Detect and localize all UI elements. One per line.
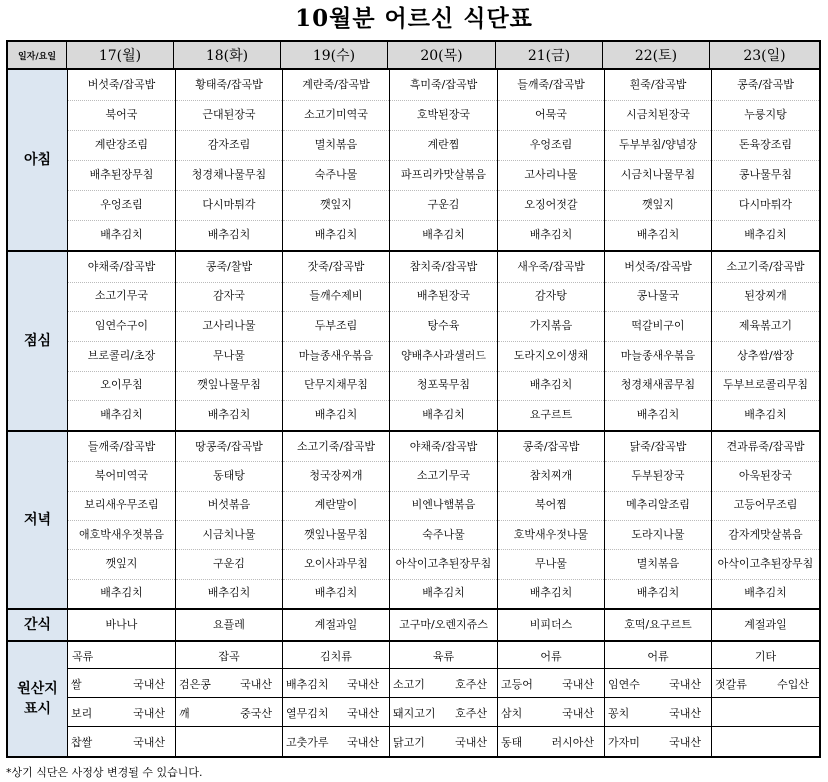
snack-day-column [68, 610, 175, 640]
origin-column [604, 642, 711, 756]
dinner-menu-item: 닭죽/잡곡밥 [629, 439, 687, 453]
page-title: 10월분 어르신 식단표 [295, 5, 533, 32]
dinner-menu-item: 들깨죽/잡곡밥 [87, 439, 156, 453]
breakfast-menu-item: 누룽지탕 [744, 108, 787, 121]
lunch-menu-item: 들깨수제비 [309, 289, 363, 303]
snack-day-column [711, 610, 819, 640]
lunch-menu-item: 깻잎나물무침 [197, 378, 261, 392]
origin-food: 소고기 [393, 678, 425, 691]
breakfast-menu-item: 소고기미역국 [304, 108, 368, 121]
lunch-menu-item: 마늘종새우볶음 [620, 348, 696, 362]
snack-menu-item: 고구마/오렌지쥬스 [399, 618, 488, 631]
dinner-menu-item: 견과류죽/잡곡밥 [726, 439, 805, 453]
origin-food: 닭고기 [393, 736, 425, 749]
lunch-menu-item: 브로콜리/초장 [87, 348, 156, 362]
origin-column [711, 642, 819, 756]
breakfast-menu-item: 멸치볶음 [314, 138, 358, 151]
lunch-menu-item: 야채죽/잡곡밥 [87, 259, 156, 273]
lunch-menu-item: 잣죽/잡곡밥 [307, 259, 365, 273]
dinner-menu-item: 멸치볶음 [636, 556, 680, 570]
dinner-menu-item: 배추김치 [529, 586, 573, 600]
breakfast-menu-item: 깻잎지 [320, 198, 352, 211]
origin-food: 깨 [179, 707, 190, 720]
row-divider [176, 726, 282, 727]
breakfast-day-column [389, 70, 497, 250]
breakfast-menu-item: 배추김치 [636, 228, 680, 241]
origin-country: 국내산 [240, 678, 272, 691]
lunch-section [6, 252, 821, 432]
lunch-menu-item: 새우죽/잡곡밥 [517, 259, 585, 273]
breakfast-day-column [282, 70, 389, 250]
snack-menu-item: 바나나 [105, 618, 138, 631]
header-row [6, 40, 821, 70]
dinner-menu-item: 구운김 [213, 556, 245, 570]
day-header: 20(목) [387, 42, 495, 68]
breakfast-menu-item: 배추김치 [529, 228, 573, 241]
breakfast-menu-item: 우엉조림 [529, 138, 573, 151]
lunch-menu-item: 두부조림 [314, 319, 358, 333]
lunch-menu-item: 된장찌개 [744, 289, 787, 303]
origin-food: 배추김치 [286, 678, 329, 691]
breakfast-day-column [604, 70, 711, 250]
lunch-menu-item: 마늘종새우볶음 [298, 348, 374, 362]
origin-country: 국내산 [347, 736, 379, 749]
breakfast-menu-item: 오징어젓갈 [524, 198, 578, 211]
origin-category: 잡곡 [218, 650, 240, 663]
origin-food: 쌀 [71, 678, 82, 691]
dinner-menu-item: 오이사과무침 [304, 556, 368, 570]
lunch-day-column [389, 252, 497, 430]
dinner-menu-item: 콩죽/잡곡밥 [522, 439, 580, 453]
snack-day-column [604, 610, 711, 640]
breakfast-menu-item: 계란찜 [427, 138, 460, 151]
breakfast-menu-item: 파프리카맛살볶음 [400, 168, 486, 181]
dinner-day-column [497, 432, 604, 608]
dinner-menu-item: 깻잎지 [105, 556, 138, 570]
origin-food: 고춧가루 [286, 736, 329, 749]
origin-country: 수입산 [777, 678, 809, 691]
breakfast-menu-item: 계란장조림 [94, 138, 149, 151]
lunch-menu-item: 두부브로콜리무침 [722, 378, 808, 392]
origin-food: 임연수 [608, 678, 640, 691]
row-divider [498, 697, 604, 698]
snack-day-column [389, 610, 497, 640]
breakfast-menu-item: 배추김치 [314, 228, 358, 241]
origin-country: 국내산 [133, 736, 165, 749]
lunch-menu-item: 배추김치 [422, 408, 465, 422]
lunch-menu-item: 청포묵무침 [416, 378, 471, 392]
dinner-day-column [175, 432, 282, 608]
breakfast-menu-item: 근대된장국 [202, 108, 256, 121]
origin-country: 국내산 [562, 707, 594, 720]
row-divider [176, 668, 282, 669]
breakfast-menu-item: 들깨죽/잡곡밥 [517, 78, 585, 91]
origin-country: 국내산 [669, 736, 701, 749]
dinner-day-column [282, 432, 389, 608]
dinner-menu-item: 배추김치 [744, 586, 787, 600]
lunch-menu-item: 양배추사과샐러드 [400, 348, 486, 362]
origin-country: 국내산 [669, 707, 701, 720]
origin-food: 찹쌀 [71, 736, 93, 749]
breakfast-menu-item: 황태죽/잡곡밥 [195, 78, 263, 91]
dinner-menu-item: 호박새우젓나물 [513, 527, 589, 541]
origin-category: 곡류 [72, 650, 94, 663]
origin-category: 육류 [432, 650, 455, 663]
day-header: 21(금) [495, 42, 602, 68]
breakfast-menu-item: 깻잎지 [642, 198, 674, 211]
breakfast-menu-item: 배추된장무침 [89, 168, 154, 181]
dinner-menu-item: 버섯볶음 [207, 498, 251, 512]
lunch-day-column [175, 252, 282, 430]
origin-food: 동태 [501, 736, 523, 749]
lunch-menu-item: 배추김치 [636, 408, 680, 422]
snack-menu-item: 계절과일 [744, 618, 787, 631]
row-divider [605, 668, 711, 669]
row-divider [68, 668, 175, 669]
lunch-menu-item: 감자탕 [535, 289, 567, 303]
row-divider [498, 668, 604, 669]
row-divider [712, 668, 819, 669]
breakfast-menu-item: 감자조림 [207, 138, 251, 151]
breakfast-menu-item: 어묵국 [535, 108, 567, 121]
row-divider [176, 697, 282, 698]
lunch-day-column [282, 252, 389, 430]
footnote: *상기 식단은 사정상 변경될 수 있습니다. [6, 766, 203, 779]
lunch-menu-item: 가지볶음 [529, 319, 573, 333]
row-divider [712, 726, 819, 727]
dinner-menu-item: 배추김치 [100, 586, 143, 600]
lunch-day-column [604, 252, 711, 430]
breakfast-menu-item: 돈육장조림 [738, 138, 793, 151]
origin-country: 호주산 [455, 678, 487, 691]
dinner-menu-item: 아삭이고추된장무침 [395, 556, 492, 570]
row-divider [605, 726, 711, 727]
breakfast-section [6, 70, 821, 252]
snack-day-column [282, 610, 389, 640]
breakfast-menu-item: 버섯죽/잡곡밥 [87, 78, 156, 91]
breakfast-menu-item: 두부부침/양념장 [618, 138, 698, 151]
corner-label: 일자/요일 [6, 42, 66, 68]
origin-country: 국내산 [347, 707, 379, 720]
lunch-day-column [68, 252, 175, 430]
dinner-menu-item: 두부된장국 [631, 468, 685, 482]
dinner-menu-item: 북어미역국 [94, 468, 149, 482]
lunch-menu-item: 소고기무국 [94, 289, 149, 303]
breakfast-menu-item: 콩나물무침 [738, 168, 793, 181]
breakfast-menu-item: 북어국 [105, 108, 138, 121]
breakfast-menu-item: 구운김 [427, 198, 460, 211]
lunch-menu-item: 배추된장국 [416, 289, 471, 303]
breakfast-day-column [175, 70, 282, 250]
origin-section [6, 642, 821, 758]
dinner-menu-item: 아욱된장국 [738, 468, 793, 482]
lunch-menu-item: 감자국 [213, 289, 245, 303]
dinner-menu-item: 청국장찌개 [309, 468, 363, 482]
origin-food: 삼치 [501, 707, 523, 720]
dinner-menu-item: 배추김치 [422, 586, 465, 600]
row-divider [283, 668, 389, 669]
lunch-day-column [497, 252, 604, 430]
lunch-day-column [711, 252, 819, 430]
breakfast-menu-item: 숙주나물 [314, 168, 358, 181]
lunch-menu-item: 버섯죽/잡곡밥 [624, 259, 692, 273]
dinner-menu-item: 아삭이고추된장무침 [717, 556, 814, 570]
origin-category: 어류 [647, 650, 669, 663]
origin-country: 중국산 [240, 707, 272, 720]
origin-column [68, 642, 175, 756]
breakfast-menu-item: 시금치된장국 [626, 108, 690, 121]
dinner-menu-item: 보리새우무조림 [84, 498, 159, 512]
origin-country: 국내산 [133, 678, 165, 691]
breakfast-menu-item: 고사리나물 [524, 168, 578, 181]
snack-menu-item: 요플레 [213, 618, 245, 631]
origin-category: 어류 [540, 650, 562, 663]
snack-label: 간식 [8, 610, 68, 640]
origin-food: 보리 [71, 707, 93, 720]
lunch-menu-item: 요구르트 [529, 408, 573, 422]
row-divider [68, 726, 175, 727]
dinner-menu-item: 계란말이 [314, 498, 358, 512]
breakfast-menu-item: 배추김치 [422, 228, 465, 241]
origin-food: 고등어 [501, 678, 533, 691]
lunch-menu-item: 참치죽/잡곡밥 [409, 259, 478, 273]
dinner-menu-item: 시금치나물 [202, 527, 256, 541]
snack-menu-item: 비피더스 [529, 618, 573, 631]
dinner-menu-item: 애호박새우젓볶음 [78, 527, 164, 541]
dinner-menu-item: 배추김치 [207, 586, 251, 600]
row-divider [712, 697, 819, 698]
breakfast-day-column [68, 70, 175, 250]
dinner-menu-item: 깻잎나물무침 [304, 527, 368, 541]
origin-food: 돼지고기 [393, 707, 436, 720]
breakfast-menu-item: 배추김치 [207, 228, 251, 241]
lunch-menu-item: 청경채새콤무침 [620, 378, 696, 392]
origin-country: 국내산 [133, 707, 165, 720]
origin-country: 국내산 [562, 678, 594, 691]
dinner-day-column [389, 432, 497, 608]
lunch-menu-item: 제육볶고기 [738, 319, 793, 333]
breakfast-menu-item: 흑미죽/잡곡밥 [409, 78, 478, 91]
origin-food: 꽁치 [608, 707, 630, 720]
origin-column [389, 642, 497, 756]
row-divider [390, 726, 497, 727]
breakfast-menu-item: 배추김치 [100, 228, 143, 241]
day-header: 17(월) [66, 42, 173, 68]
origin-country: 국내산 [347, 678, 379, 691]
lunch-menu-item: 콩죽/찰밥 [205, 259, 253, 273]
lunch-menu-item: 배추김치 [100, 408, 143, 422]
lunch-menu-item: 단무지채무침 [304, 378, 368, 392]
dinner-label: 저녁 [8, 432, 68, 608]
lunch-menu-item: 배추김치 [744, 408, 787, 422]
row-divider [390, 668, 497, 669]
day-header: 22(토) [602, 42, 709, 68]
dinner-day-column [604, 432, 711, 608]
lunch-menu-item: 떡갈비구이 [631, 319, 685, 333]
lunch-menu-item: 배추김치 [529, 378, 573, 392]
origin-category: 김치류 [320, 650, 352, 663]
origin-country: 러시아산 [551, 736, 594, 749]
dinner-menu-item: 숙주나물 [422, 527, 465, 541]
row-divider [283, 726, 389, 727]
origin-country: 국내산 [669, 678, 701, 691]
origin-food: 젓갈류 [715, 678, 747, 691]
origin-category: 기타 [754, 650, 777, 663]
row-divider [68, 697, 175, 698]
dinner-menu-item: 배추김치 [314, 586, 358, 600]
day-header: 19(수) [280, 42, 387, 68]
lunch-label: 점심 [8, 252, 68, 430]
lunch-menu-item: 배추김치 [207, 408, 251, 422]
breakfast-menu-item: 계란죽/잡곡밥 [302, 78, 370, 91]
breakfast-menu-item: 호박된장국 [416, 108, 471, 121]
breakfast-menu-item: 청경채나물무침 [191, 168, 267, 181]
breakfast-menu-item: 흰죽/잡곡밥 [629, 78, 687, 91]
origin-column [497, 642, 604, 756]
dinner-menu-item: 배추김치 [636, 586, 680, 600]
snack-day-column [175, 610, 282, 640]
dinner-menu-item: 비엔나햄볶음 [411, 498, 476, 512]
dinner-menu-item: 소고기무국 [416, 468, 471, 482]
dinner-menu-item: 도라지나물 [631, 527, 685, 541]
breakfast-menu-item: 우엉조림 [100, 198, 143, 211]
dinner-menu-item: 땅콩죽/잡곡밥 [195, 439, 263, 453]
origin-country: 호주산 [455, 707, 487, 720]
breakfast-label: 아침 [8, 70, 68, 250]
lunch-menu-item: 임연수구이 [94, 319, 149, 333]
dinner-menu-item: 고등어무조림 [733, 498, 798, 512]
dinner-menu-item: 메추리알조림 [626, 498, 690, 512]
day-header: 18(화) [173, 42, 280, 68]
snack-day-column [497, 610, 604, 640]
snack-menu-item: 계절과일 [314, 618, 358, 631]
row-divider [605, 697, 711, 698]
lunch-menu-item: 무나물 [213, 348, 245, 362]
row-divider [283, 697, 389, 698]
lunch-menu-item: 고사리나물 [202, 319, 256, 333]
lunch-menu-item: 상추쌈/쌈장 [737, 348, 794, 362]
dinner-menu-item: 소고기죽/잡곡밥 [296, 439, 376, 453]
snack-section [6, 610, 821, 642]
breakfast-menu-item: 다시마튀각 [738, 198, 793, 211]
origin-food: 가자미 [608, 736, 640, 749]
day-header: 23(일) [709, 42, 821, 68]
origin-country: 국내산 [455, 736, 487, 749]
dinner-menu-item: 무나물 [535, 556, 567, 570]
lunch-menu-item: 배추김치 [314, 408, 358, 422]
breakfast-menu-item: 시금치나물무침 [620, 168, 696, 181]
breakfast-day-column [497, 70, 604, 250]
dinner-day-column [68, 432, 175, 608]
lunch-menu-item: 도라지오이생채 [513, 348, 589, 362]
origin-column [175, 642, 282, 756]
breakfast-day-column [711, 70, 819, 250]
row-divider [498, 726, 604, 727]
dinner-menu-item: 북어찜 [535, 498, 567, 512]
lunch-menu-item: 오이무침 [100, 378, 143, 392]
breakfast-menu-item: 배추김치 [744, 228, 787, 241]
dinner-menu-item: 감자게맛살볶음 [728, 527, 803, 541]
lunch-menu-item: 탕수육 [427, 319, 460, 333]
origin-food: 열무김치 [286, 707, 329, 720]
breakfast-menu-item: 다시마튀각 [202, 198, 256, 211]
breakfast-menu-item: 콩죽/잡곡밥 [737, 78, 794, 91]
dinner-section [6, 432, 821, 610]
origin-column [282, 642, 389, 756]
dinner-menu-item: 야채죽/잡곡밥 [409, 439, 478, 453]
dinner-day-column [711, 432, 819, 608]
origin-food: 검은콩 [179, 678, 211, 691]
lunch-menu-item: 소고기죽/잡곡밥 [726, 259, 805, 273]
dinner-menu-item: 동태탕 [213, 468, 245, 482]
lunch-menu-item: 콩나물국 [636, 289, 680, 303]
snack-menu-item: 호떡/요구르트 [624, 618, 692, 631]
origin-label: 원산지 표시 [8, 642, 68, 756]
dinner-menu-item: 참치찌개 [529, 468, 573, 482]
row-divider [390, 697, 497, 698]
